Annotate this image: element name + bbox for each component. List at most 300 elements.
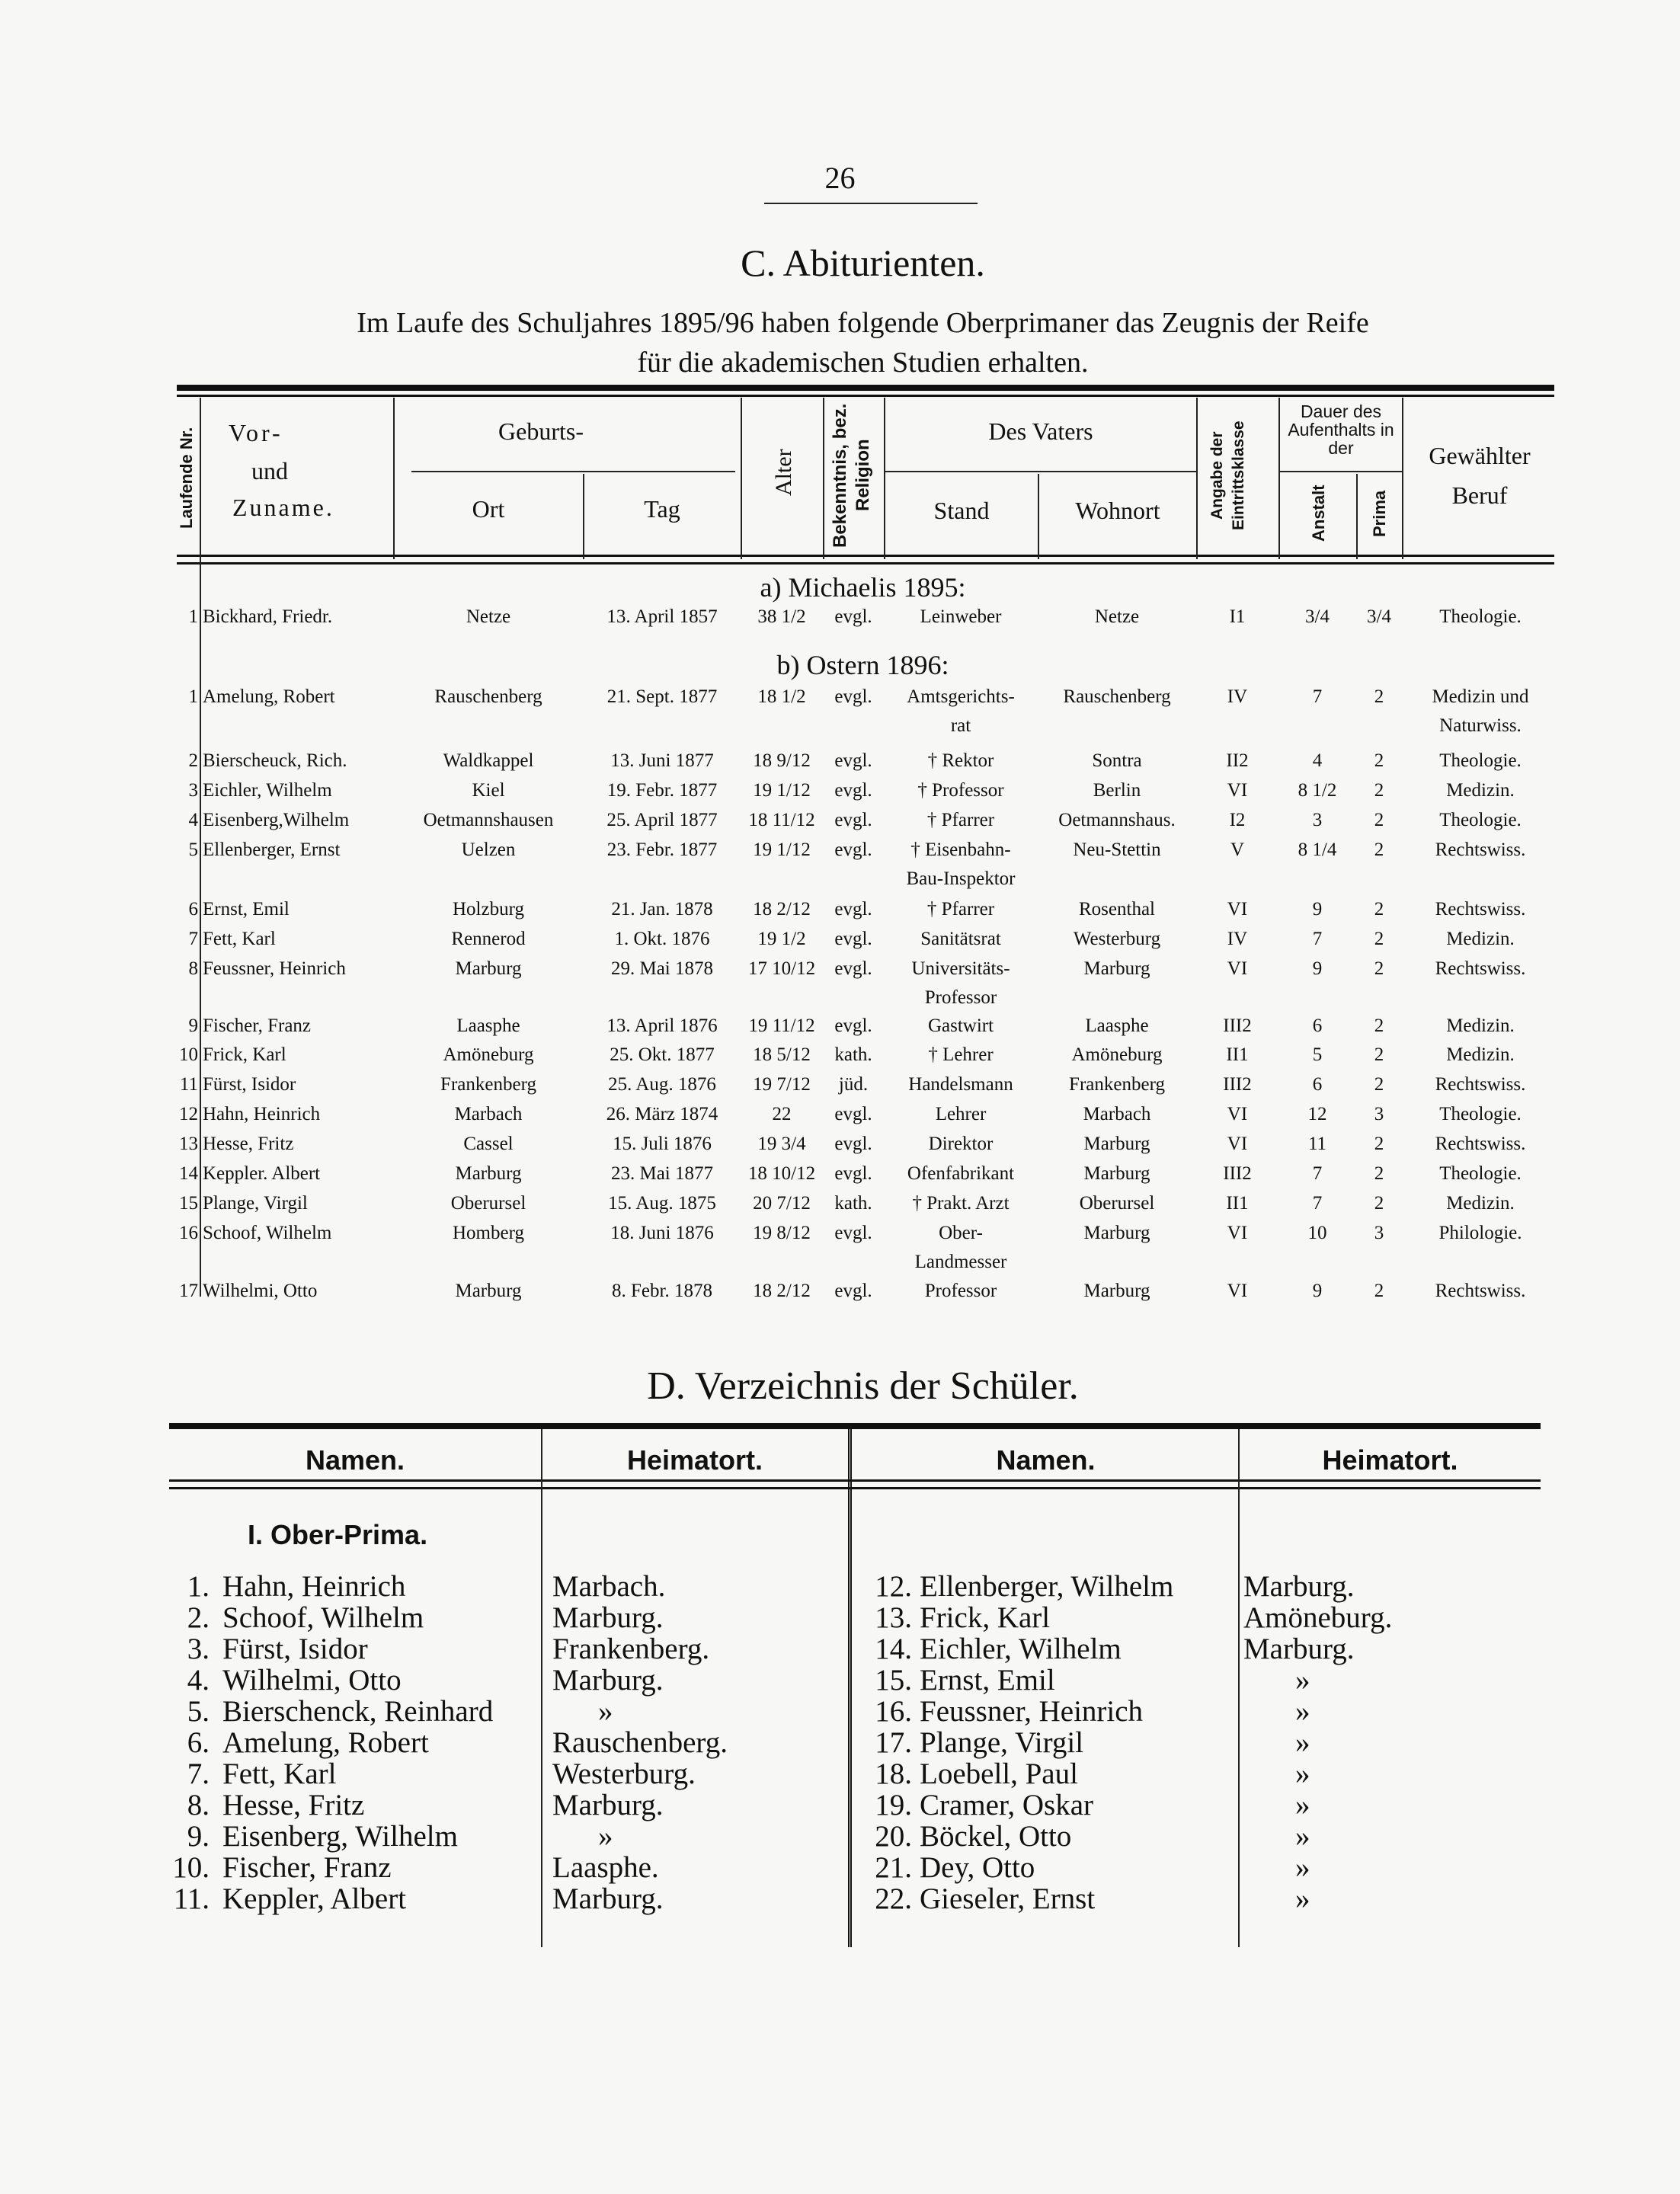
cell-prima: 3 — [1374, 1104, 1384, 1124]
cell-prima: 2 — [1374, 1163, 1384, 1184]
cell-beruf: Medizin und — [1432, 686, 1529, 707]
cell-wohnort: Rauschenberg — [1063, 686, 1171, 707]
col-divider — [583, 474, 584, 559]
intro-line-1: Im Laufe des Schuljahres 1895/96 haben folgende Oberprimaner das Zeugnis der Reife — [357, 307, 1369, 339]
d-col-divider-double — [848, 1429, 852, 1947]
col-divider — [1038, 474, 1039, 559]
list-item-name: Feussner, Heinrich — [920, 1695, 1144, 1728]
col-divider — [1402, 398, 1403, 559]
header-anstalt: Anstalt — [1309, 485, 1328, 542]
cell-beruf: Rechtswiss. — [1435, 1074, 1526, 1095]
table-d-top-rule — [169, 1423, 1541, 1429]
cell-rel: kath. — [834, 1044, 872, 1065]
group-b-heading: b) Ostern 1896: — [776, 650, 949, 680]
cell-ort: Cassel — [463, 1134, 514, 1154]
cell-beruf: Theologie. — [1439, 1163, 1522, 1184]
list-item-number: 13. — [875, 1601, 912, 1634]
cell-anstalt: 5 — [1312, 1044, 1323, 1065]
header-name-3: Zuname. — [232, 494, 334, 521]
geburts-subrule — [411, 471, 735, 472]
cell-ort: Marburg — [455, 1163, 522, 1184]
cell-stand: † Eisenbahn- — [910, 840, 1011, 860]
list-item-heimatort: Marburg. — [552, 1882, 664, 1915]
d-col-divider — [541, 1429, 542, 1947]
cell-anstalt: 8 1/2 — [1298, 780, 1337, 801]
header-stand: Stand — [933, 497, 990, 524]
col-divider — [1356, 474, 1358, 559]
header-dauer: Dauer des Aufenthalts in der — [1288, 401, 1394, 458]
table-c-top-rule-2 — [177, 395, 1554, 397]
cell-ort: Oetmannshausen — [423, 810, 554, 830]
cell-tag: 8. Febr. 1878 — [612, 1281, 712, 1301]
cell-prima: 2 — [1374, 810, 1384, 830]
cell-klasse: III2 — [1223, 1015, 1252, 1036]
cell-name: Eichler, Wilhelm — [203, 780, 332, 801]
cell-klasse: VI — [1227, 958, 1248, 979]
header-name-1: Vor- — [229, 419, 283, 446]
cell-stand: Direktor — [928, 1134, 994, 1154]
col-divider — [200, 398, 201, 1297]
list-item-number: 6. — [187, 1726, 210, 1759]
cell-name: Ellenberger, Ernst — [203, 840, 341, 860]
cell-beruf: Theologie. — [1439, 606, 1522, 627]
cell-stand: † Lehrer — [928, 1044, 994, 1065]
cell-name: Plange, Virgil — [203, 1193, 308, 1214]
dauer-subrule — [1280, 471, 1402, 472]
section-c-title: C. Abiturienten. — [741, 241, 985, 284]
list-item-heimatort: Westerburg. — [552, 1757, 696, 1790]
cell-alter: 18 2/12 — [753, 1281, 811, 1301]
cell-stand: Ofenfabrikant — [907, 1163, 1015, 1184]
cell-anstalt: 9 — [1312, 1281, 1323, 1301]
cell-name: Schoof, Wilhelm — [203, 1223, 332, 1243]
list-item-name: Ernst, Emil — [920, 1664, 1055, 1697]
list-item-name: Plange, Virgil — [920, 1726, 1084, 1759]
header-eintritt: Angabe der Eintrittsklasse — [1208, 421, 1247, 530]
cell-rel: evgl. — [834, 1281, 872, 1301]
cell-tag: 21. Sept. 1877 — [606, 686, 718, 707]
cell-wohnort: Oetmannshaus. — [1058, 810, 1176, 830]
cell-nr: 11 — [179, 1074, 198, 1095]
table-d-header-rule-2 — [169, 1487, 1541, 1489]
cell-stand: † Pfarrer — [926, 899, 995, 919]
cell-nr: 16 — [179, 1223, 198, 1243]
cell-alter: 19 7/12 — [753, 1074, 811, 1095]
cell-rel: evgl. — [834, 1223, 872, 1243]
cell-beruf: Medizin. — [1446, 1015, 1515, 1036]
cell-stand: Universitäts- — [911, 958, 1010, 979]
table-c-header-bottom-rule-2 — [177, 562, 1554, 564]
d-header-namen-left: Namen. — [305, 1444, 405, 1476]
cell-klasse: III2 — [1223, 1163, 1252, 1184]
cell-anstalt: 3/4 — [1305, 606, 1330, 627]
list-item-number: 14. — [875, 1633, 912, 1665]
cell-prima: 2 — [1374, 750, 1384, 771]
cell-ort: Uelzen — [461, 840, 516, 860]
list-item-name: Bierschenck, Reinhard — [222, 1695, 494, 1728]
list-item-name: Schoof, Wilhelm — [222, 1601, 424, 1634]
cell-prima: 2 — [1374, 1134, 1384, 1154]
cell-rel: evgl. — [834, 1134, 872, 1154]
cell-alter: 19 1/2 — [757, 929, 806, 949]
cell-ort: Amöneburg — [443, 1044, 534, 1065]
cell-name: Feussner, Heinrich — [203, 958, 346, 979]
cell-wohnort: Frankenberg — [1069, 1074, 1165, 1095]
cell-stand: † Professor — [917, 780, 1004, 801]
cell-stand: Lehrer — [935, 1104, 987, 1124]
cell-rel: evgl. — [834, 1015, 872, 1036]
cell-tag: 18. Juni 1876 — [610, 1223, 714, 1243]
list-item-name: Loebell, Paul — [920, 1757, 1078, 1790]
cell-alter: 20 7/12 — [753, 1193, 811, 1214]
cell-wohnort: Sontra — [1092, 750, 1142, 771]
cell-beruf: Rechtswiss. — [1435, 899, 1526, 919]
cell-stand-cont: Bau-Inspektor — [906, 868, 1016, 889]
section-d-title: D. Verzeichnis der Schüler. — [647, 1364, 1079, 1408]
cell-nr: 17 — [179, 1281, 198, 1301]
cell-nr: 7 — [188, 929, 198, 949]
cell-klasse: VI — [1227, 1104, 1248, 1124]
cell-nr: 3 — [188, 780, 198, 801]
cell-ort: Kiel — [472, 780, 505, 801]
list-item-number: 8. — [187, 1789, 210, 1821]
header-name-2: und — [251, 457, 288, 485]
d-header-namen-right: Namen. — [996, 1444, 1096, 1476]
d-col-divider — [1238, 1429, 1240, 1947]
cell-tag: 25. Okt. 1877 — [610, 1044, 715, 1065]
cell-anstalt: 7 — [1312, 929, 1323, 949]
cell-alter: 19 8/12 — [753, 1223, 811, 1243]
cell-tag: 23. Febr. 1877 — [606, 840, 718, 860]
cell-tag: 23. Mai 1877 — [610, 1163, 714, 1184]
list-item-number: 10. — [172, 1851, 210, 1884]
cell-alter: 19 3/4 — [757, 1134, 806, 1154]
list-item-heimatort: » — [1295, 1882, 1310, 1915]
header-vater: Des Vaters — [988, 417, 1093, 445]
list-item-number: 16. — [875, 1695, 912, 1728]
col-divider — [1196, 398, 1198, 559]
cell-name: Frick, Karl — [203, 1044, 286, 1065]
list-item-heimatort: Marburg. — [552, 1664, 664, 1697]
cell-stand: Amtsgerichts- — [907, 686, 1015, 707]
cell-nr: 5 — [188, 840, 198, 860]
list-item-heimatort: » — [1295, 1695, 1310, 1728]
cell-nr: 10 — [179, 1044, 198, 1065]
cell-prima: 2 — [1374, 1044, 1384, 1065]
cell-tag: 21. Jan. 1878 — [611, 899, 713, 919]
list-item-name: Hesse, Fritz — [222, 1789, 365, 1821]
cell-alter: 19 1/12 — [753, 840, 811, 860]
cell-anstalt: 12 — [1307, 1104, 1327, 1124]
list-item-name: Fett, Karl — [222, 1757, 337, 1790]
cell-name: Fischer, Franz — [203, 1015, 312, 1036]
cell-ort: Rennerod — [451, 929, 526, 949]
header-wohnort: Wohnort — [1075, 497, 1160, 524]
cell-klasse: II2 — [1226, 750, 1249, 771]
header-geburts: Geburts- — [498, 417, 584, 445]
cell-ort: Rauschenberg — [434, 686, 542, 707]
cell-wohnort: Marbach — [1083, 1104, 1151, 1124]
cell-stand-cont: rat — [950, 715, 971, 736]
cell-prima: 2 — [1374, 929, 1384, 949]
cell-stand: Ober- — [939, 1223, 983, 1243]
cell-klasse: IV — [1227, 929, 1248, 949]
cell-prima: 2 — [1374, 840, 1384, 860]
list-item-heimatort: » — [1295, 1789, 1310, 1821]
list-item-name: Eichler, Wilhelm — [920, 1633, 1122, 1665]
list-item-number: 11. — [173, 1882, 210, 1915]
table-c-header-bottom-rule — [177, 555, 1554, 557]
cell-nr: 13 — [179, 1134, 198, 1154]
cell-stand: Leinweber — [920, 606, 1002, 627]
cell-tag: 26. März 1874 — [606, 1104, 718, 1124]
header-beruf-1: Gewählter — [1429, 442, 1531, 469]
list-item-name: Frick, Karl — [920, 1601, 1051, 1634]
cell-tag: 25. Aug. 1876 — [608, 1074, 716, 1095]
cell-alter: 22 — [772, 1104, 792, 1124]
cell-rel: evgl. — [834, 929, 872, 949]
cell-rel: evgl. — [834, 958, 872, 979]
cell-wohnort: Berlin — [1093, 780, 1141, 801]
cell-alter: 18 11/12 — [748, 810, 815, 830]
list-item-heimatort: Laasphe. — [552, 1851, 659, 1884]
cell-klasse: III2 — [1223, 1074, 1252, 1095]
cell-rel: evgl. — [834, 1163, 872, 1184]
cell-name: Keppler. Albert — [203, 1163, 321, 1184]
cell-ort: Marbach — [454, 1104, 523, 1124]
cell-name: Hahn, Heinrich — [203, 1104, 321, 1124]
cell-beruf: Medizin. — [1446, 780, 1515, 801]
list-item-name: Keppler, Albert — [222, 1882, 407, 1915]
cell-wohnort: Marburg — [1083, 1134, 1150, 1154]
cell-prima: 3 — [1374, 1223, 1384, 1243]
list-item-name: Wilhelmi, Otto — [222, 1664, 402, 1697]
header-bekenntnis: Bekenntnis, bez. Religion — [830, 403, 873, 548]
cell-prima: 2 — [1374, 1281, 1384, 1301]
cell-prima: 2 — [1374, 1193, 1384, 1214]
list-item-number: 3. — [187, 1633, 210, 1665]
cell-beruf: Theologie. — [1439, 750, 1522, 771]
cell-anstalt: 11 — [1307, 1134, 1327, 1154]
cell-stand: † Prakt. Arzt — [912, 1193, 1010, 1214]
cell-alter: 17 10/12 — [747, 958, 816, 979]
cell-alter: 18 5/12 — [753, 1044, 811, 1065]
cell-stand: † Pfarrer — [926, 810, 995, 830]
cell-anstalt: 7 — [1312, 1193, 1323, 1214]
cell-rel: jüd. — [838, 1074, 869, 1095]
list-item-number: 7. — [187, 1757, 210, 1790]
section-c-intro — [0, 303, 1680, 382]
cell-ort: Holzburg — [453, 899, 524, 919]
cell-alter: 18 1/2 — [757, 686, 806, 707]
cell-beruf: Rechtswiss. — [1435, 840, 1526, 860]
cell-prima: 2 — [1374, 1015, 1384, 1036]
cell-tag: 13. April 1857 — [606, 606, 718, 627]
cell-name: Wilhelmi, Otto — [203, 1281, 318, 1301]
cell-klasse: I1 — [1229, 606, 1246, 627]
cell-rel: kath. — [834, 1193, 872, 1214]
cell-tag: 19. Febr. 1877 — [606, 780, 718, 801]
cell-wohnort: Neu-Stettin — [1073, 840, 1161, 860]
cell-rel: evgl. — [834, 606, 872, 627]
cell-klasse: II1 — [1226, 1044, 1249, 1065]
cell-klasse: VI — [1227, 780, 1248, 801]
vater-subrule — [885, 471, 1196, 472]
cell-klasse: VI — [1227, 1223, 1248, 1243]
cell-klasse: VI — [1227, 1281, 1248, 1301]
cell-nr: 15 — [179, 1193, 198, 1214]
cell-ort: Waldkappel — [443, 750, 534, 771]
list-item-name: Hahn, Heinrich — [222, 1570, 406, 1603]
cell-rel: evgl. — [834, 899, 872, 919]
cell-rel: evgl. — [834, 1104, 872, 1124]
header-tag: Tag — [644, 495, 680, 523]
cell-nr: 1 — [188, 686, 198, 707]
list-item-number: 18. — [875, 1757, 912, 1790]
cell-beruf: Medizin. — [1446, 1044, 1515, 1065]
list-item-heimatort: » — [1295, 1757, 1310, 1790]
cell-ort: Frankenberg — [440, 1074, 536, 1095]
list-item-heimatort: » — [1295, 1820, 1310, 1853]
cell-wohnort: Marburg — [1083, 1281, 1150, 1301]
cell-klasse: VI — [1227, 1134, 1248, 1154]
cell-wohnort: Amöneburg — [1071, 1044, 1163, 1065]
cell-anstalt: 9 — [1312, 958, 1323, 979]
cell-klasse: V — [1230, 840, 1245, 860]
cell-rel: evgl. — [834, 810, 872, 830]
d-subheading: I. Ober-Prima. — [248, 1519, 428, 1550]
cell-wohnort: Westerburg — [1073, 929, 1161, 949]
cell-prima: 2 — [1374, 686, 1384, 707]
cell-rel: evgl. — [834, 780, 872, 801]
list-item-number: 17. — [875, 1726, 912, 1759]
cell-name: Amelung, Robert — [203, 686, 335, 707]
list-item-heimatort: » — [598, 1695, 613, 1728]
cell-beruf: Rechtswiss. — [1435, 1134, 1526, 1154]
cell-tag: 15. Juli 1876 — [613, 1134, 712, 1154]
list-item-heimatort: Marburg. — [552, 1789, 664, 1821]
cell-stand: † Rektor — [927, 750, 994, 771]
list-item-name: Böckel, Otto — [920, 1820, 1072, 1853]
cell-anstalt: 10 — [1307, 1223, 1327, 1243]
cell-prima: 2 — [1374, 899, 1384, 919]
cell-anstalt: 6 — [1312, 1074, 1323, 1095]
cell-tag: 13. Juni 1877 — [610, 750, 714, 771]
cell-tag: 13. April 1876 — [606, 1015, 718, 1036]
cell-wohnort: Oberursel — [1079, 1193, 1155, 1214]
list-item-number: 21. — [875, 1851, 912, 1884]
cell-alter: 18 9/12 — [753, 750, 811, 771]
cell-name: Eisenberg,Wilhelm — [203, 810, 350, 830]
cell-prima: 2 — [1374, 780, 1384, 801]
cell-stand-cont: Landmesser — [914, 1252, 1007, 1272]
cell-name: Ernst, Emil — [203, 899, 290, 919]
list-item-name: Gieseler, Ernst — [920, 1882, 1096, 1915]
list-item-heimatort: Marburg. — [1243, 1633, 1355, 1665]
col-divider — [823, 398, 824, 559]
list-item-name: Fischer, Franz — [222, 1851, 392, 1884]
list-item-number: 1. — [187, 1570, 210, 1603]
cell-tag: 25. April 1877 — [606, 810, 718, 830]
cell-wohnort: Marburg — [1083, 1223, 1150, 1243]
cell-anstalt: 7 — [1312, 686, 1323, 707]
cell-wohnort: Marburg — [1083, 958, 1150, 979]
cell-anstalt: 9 — [1312, 899, 1323, 919]
list-item-heimatort: Marburg. — [1243, 1570, 1355, 1603]
header-alter: Alter — [771, 449, 796, 496]
cell-ort: Laasphe — [456, 1015, 520, 1036]
cell-beruf-cont: Naturwiss. — [1439, 715, 1522, 736]
d-header-heimatort-left: Heimatort. — [626, 1444, 763, 1476]
list-item-name: Ellenberger, Wilhelm — [920, 1570, 1174, 1603]
cell-anstalt: 8 1/4 — [1298, 840, 1337, 860]
cell-klasse: I2 — [1229, 810, 1246, 830]
table-c-top-rule — [177, 385, 1554, 391]
header-ort: Ort — [472, 495, 505, 523]
cell-stand: Handelsmann — [908, 1074, 1013, 1095]
cell-prima: 3/4 — [1367, 606, 1391, 627]
cell-stand-cont: Professor — [924, 987, 997, 1008]
cell-stand: Sanitätsrat — [920, 929, 1001, 949]
cell-anstalt: 4 — [1312, 750, 1323, 771]
list-item-number: 2. — [187, 1601, 210, 1634]
cell-nr: 12 — [179, 1104, 198, 1124]
header-prima: Prima — [1370, 490, 1389, 537]
cell-stand: Gastwirt — [927, 1015, 994, 1036]
cell-prima: 2 — [1374, 958, 1384, 979]
cell-klasse: IV — [1227, 686, 1248, 707]
list-item-number: 5. — [187, 1695, 210, 1728]
cell-tag: 15. Aug. 1875 — [608, 1193, 716, 1214]
list-item-heimatort: » — [598, 1820, 613, 1853]
cell-nr: 9 — [188, 1015, 198, 1036]
list-item-heimatort: Rauschenberg. — [552, 1726, 728, 1759]
list-item-heimatort: » — [1295, 1664, 1310, 1697]
group-a-heading: a) Michaelis 1895: — [760, 572, 966, 603]
cell-beruf: Rechtswiss. — [1435, 958, 1526, 979]
list-item-heimatort: Marburg. — [552, 1601, 664, 1634]
cell-alter: 38 1/2 — [757, 606, 806, 627]
list-item-name: Cramer, Oskar — [920, 1789, 1094, 1821]
list-item-name: Dey, Otto — [920, 1851, 1035, 1884]
cell-rel: evgl. — [834, 840, 872, 860]
cell-ort: Oberursel — [450, 1193, 526, 1214]
cell-nr: 6 — [188, 899, 198, 919]
list-item-number: 12. — [875, 1570, 912, 1603]
cell-nr: 2 — [188, 750, 198, 771]
cell-name: Fett, Karl — [203, 929, 276, 949]
cell-nr: 8 — [188, 958, 198, 979]
list-item-heimatort: Frankenberg. — [552, 1633, 710, 1665]
cell-ort: Marburg — [455, 958, 522, 979]
cell-beruf: Theologie. — [1439, 1104, 1522, 1124]
list-item-number: 22. — [875, 1882, 912, 1915]
cell-nr: 1 — [188, 606, 198, 627]
cell-tag: 1. Okt. 1876 — [614, 929, 710, 949]
list-item-heimatort: Amöneburg. — [1243, 1601, 1393, 1634]
cell-nr: 4 — [188, 810, 198, 830]
list-item-number: 20. — [875, 1820, 912, 1853]
list-item-number: 19. — [875, 1789, 912, 1821]
d-header-heimatort-right: Heimatort. — [1322, 1444, 1458, 1476]
cell-beruf: Medizin. — [1446, 1193, 1515, 1214]
intro-line-2: für die akademischen Studien erhalten. — [637, 347, 1089, 379]
list-item-name: Eisenberg, Wilhelm — [222, 1820, 458, 1853]
cell-klasse: VI — [1227, 899, 1248, 919]
cell-name: Hesse, Fritz — [203, 1134, 294, 1154]
cell-beruf: Rechtswiss. — [1435, 1281, 1526, 1301]
cell-stand: Professor — [924, 1281, 997, 1301]
